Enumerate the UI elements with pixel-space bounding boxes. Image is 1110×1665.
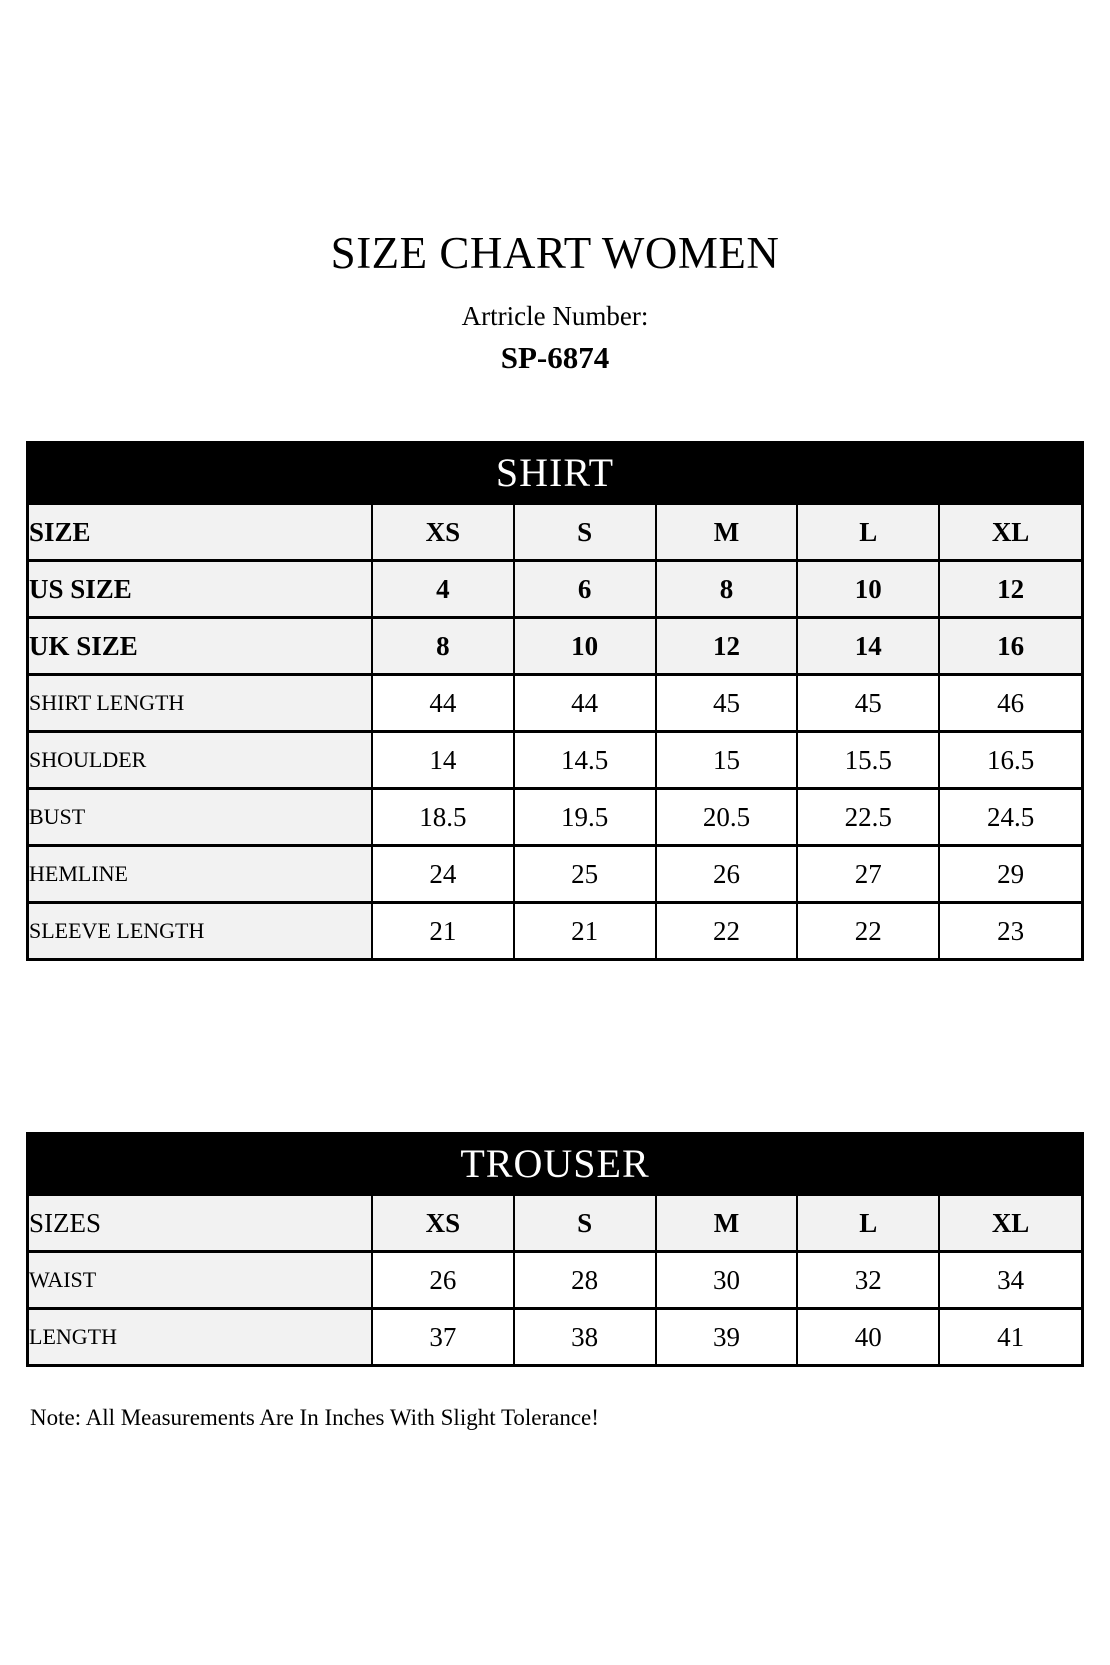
shirt-table: [29, 502, 1081, 958]
size-value-cell: 29: [939, 846, 1081, 903]
article-number-value: SP-6874: [500, 340, 610, 375]
row-label-cell: BUST: [29, 789, 372, 846]
size-value-cell: 46: [939, 675, 1081, 732]
size-value-cell: XL: [939, 1195, 1081, 1252]
row-label-cell: WAIST: [29, 1252, 372, 1309]
size-value-cell: 27: [797, 846, 939, 903]
table-row: [29, 561, 1081, 618]
size-value-cell: 21: [514, 903, 656, 959]
row-label-cell: SIZE: [29, 504, 372, 561]
size-value-cell: 30: [656, 1252, 798, 1309]
size-value-cell: 24: [372, 846, 514, 903]
size-value-cell: 34: [939, 1252, 1081, 1309]
size-value-cell: 4: [372, 561, 514, 618]
trouser-table: [29, 1193, 1081, 1364]
row-label-cell: LENGTH: [29, 1309, 372, 1365]
table-row: [29, 1252, 1081, 1309]
size-value-cell: XL: [939, 504, 1081, 561]
table-row: [29, 1309, 1081, 1365]
page-title: SIZE CHART WOMEN: [330, 228, 780, 278]
size-value-cell: 10: [514, 618, 656, 675]
size-value-cell: 22: [656, 903, 798, 959]
size-value-cell: 41: [939, 1309, 1081, 1365]
size-value-cell: 44: [514, 675, 656, 732]
size-value-cell: 8: [372, 618, 514, 675]
row-label-cell: SIZES: [29, 1195, 372, 1252]
table-row: [29, 903, 1081, 959]
size-value-cell: 28: [514, 1252, 656, 1309]
row-label-cell: HEMLINE: [29, 846, 372, 903]
table-row: [29, 675, 1081, 732]
size-value-cell: L: [797, 1195, 939, 1252]
size-value-cell: 26: [656, 846, 798, 903]
row-label-cell: SHOULDER: [29, 732, 372, 789]
table-row: [29, 618, 1081, 675]
table-row: [29, 846, 1081, 903]
size-value-cell: 6: [514, 561, 656, 618]
size-value-cell: 32: [797, 1252, 939, 1309]
article-number-label: Artricle Number:: [461, 301, 649, 331]
size-value-cell: 14.5: [514, 732, 656, 789]
size-value-cell: 19.5: [514, 789, 656, 846]
size-value-cell: 37: [372, 1309, 514, 1365]
row-label-cell: SLEEVE LENGTH: [29, 903, 372, 959]
table-row: [29, 789, 1081, 846]
size-value-cell: M: [656, 504, 798, 561]
size-value-cell: S: [514, 1195, 656, 1252]
table-row: [29, 1195, 1081, 1252]
size-value-cell: 15.5: [797, 732, 939, 789]
size-value-cell: 16: [939, 618, 1081, 675]
size-value-cell: 8: [656, 561, 798, 618]
size-value-cell: 22: [797, 903, 939, 959]
row-label-cell: US SIZE: [29, 561, 372, 618]
size-value-cell: L: [797, 504, 939, 561]
shirt-table-title: SHIRT: [29, 444, 1081, 502]
size-value-cell: 24.5: [939, 789, 1081, 846]
size-value-cell: 18.5: [372, 789, 514, 846]
size-value-cell: 45: [797, 675, 939, 732]
size-value-cell: 14: [797, 618, 939, 675]
shirt-size-table: [26, 441, 1084, 961]
size-value-cell: M: [656, 1195, 798, 1252]
size-value-cell: 40: [797, 1309, 939, 1365]
size-value-cell: 45: [656, 675, 798, 732]
size-value-cell: 20.5: [656, 789, 798, 846]
trouser-table-title: TROUSER: [29, 1135, 1081, 1193]
size-value-cell: 39: [656, 1309, 798, 1365]
table-row: [29, 504, 1081, 561]
size-value-cell: 25: [514, 846, 656, 903]
size-value-cell: 14: [372, 732, 514, 789]
trouser-size-table: [26, 1132, 1084, 1367]
size-value-cell: 12: [939, 561, 1081, 618]
size-value-cell: 16.5: [939, 732, 1081, 789]
size-value-cell: 23: [939, 903, 1081, 959]
table-row: [29, 732, 1081, 789]
size-value-cell: 15: [656, 732, 798, 789]
row-label-cell: SHIRT LENGTH: [29, 675, 372, 732]
size-value-cell: 44: [372, 675, 514, 732]
size-value-cell: 22.5: [797, 789, 939, 846]
size-value-cell: 38: [514, 1309, 656, 1365]
size-value-cell: 26: [372, 1252, 514, 1309]
measurement-note: Note: All Measurements Are In Inches With Slight Tolerance!: [30, 1405, 599, 1430]
size-value-cell: XS: [372, 1195, 514, 1252]
size-value-cell: S: [514, 504, 656, 561]
size-value-cell: 10: [797, 561, 939, 618]
size-value-cell: 12: [656, 618, 798, 675]
size-value-cell: XS: [372, 504, 514, 561]
row-label-cell: UK SIZE: [29, 618, 372, 675]
size-value-cell: 21: [372, 903, 514, 959]
